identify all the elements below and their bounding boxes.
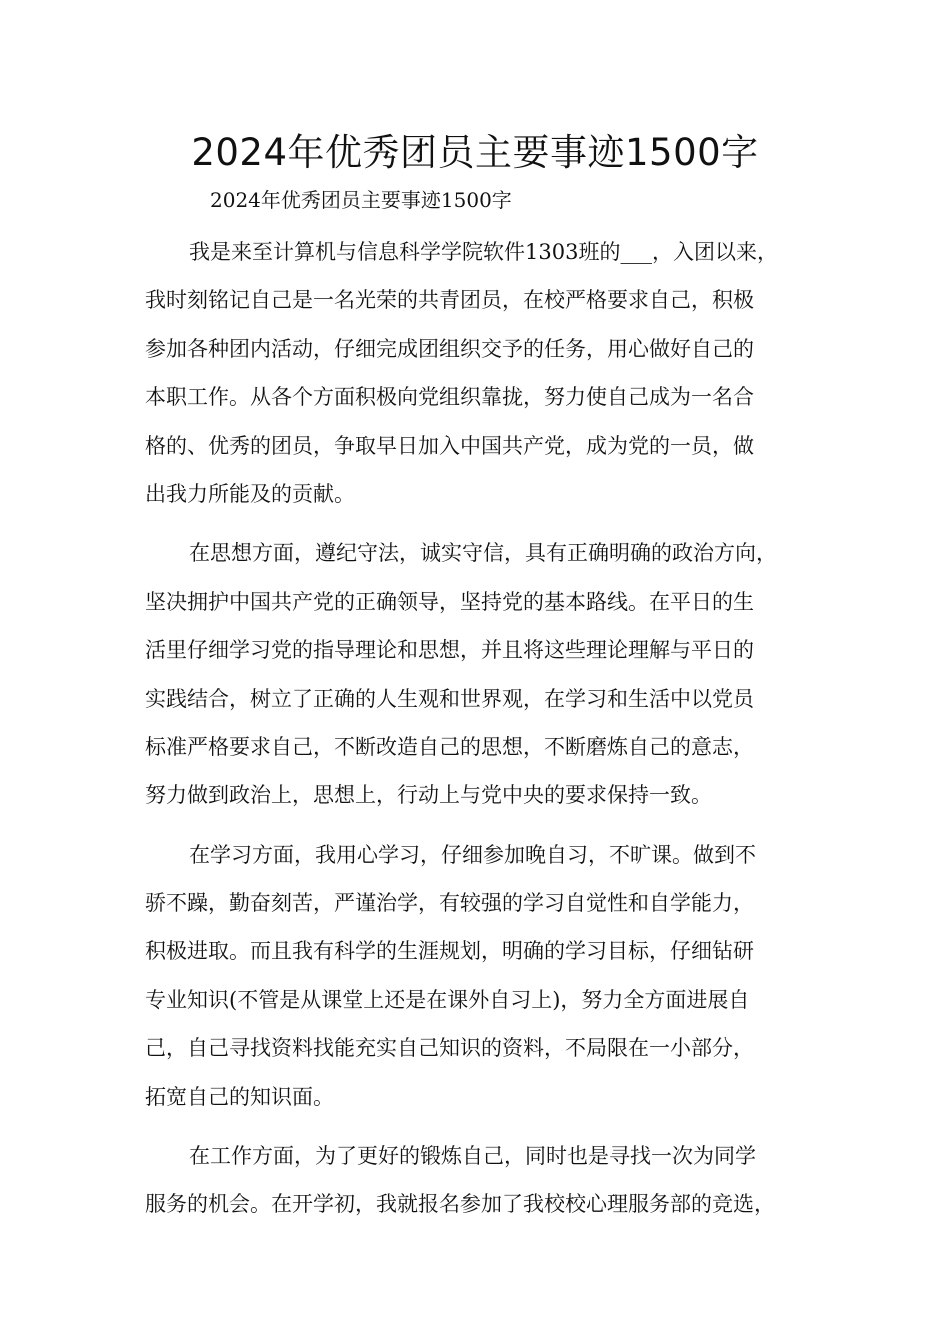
text-line: 服务的机会。在开学初，我就报名参加了我校校心理服务部的竞选， — [145, 1192, 775, 1217]
document-subtitle: 2024年优秀团员主要事迹1500字 — [210, 188, 512, 212]
document-title: 2024年优秀团员主要事迹1500字 — [191, 131, 759, 174]
text-line: 在思想方面，遵纪守法，诚实守信，具有正确明确的政治方向， — [189, 541, 777, 566]
paragraph-work — [145, 1132, 825, 1229]
text-line: 我是来至计算机与信息科学学院软件1303班的___，入团以来， — [189, 240, 778, 264]
paragraph-thought — [145, 529, 825, 819]
text-line: 己，自己寻找资料找能充实自己知识的资料，不局限在一小部分， — [145, 1036, 754, 1061]
text-line: 本职工作。从各个方面积极向党组织靠拢，努力使自己成为一名合 — [145, 385, 754, 410]
text-line: 专业知识(不管是从课堂上还是在课外自习上)，努力全方面进展自 — [145, 987, 750, 1012]
text-line: 活里仔细学习党的指导理论和思想，并且将这些理论理解与平日的 — [145, 638, 754, 663]
text-line: 标准严格要求自己，不断改造自己的思想，不断磨炼自己的意志， — [145, 734, 754, 759]
text-line: 格的、优秀的团员，争取早日加入中国共产党，成为党的一员，做 — [145, 433, 754, 458]
text-line: 积极进取。而且我有科学的生涯规划，明确的学习目标，仔细钻研 — [145, 939, 754, 964]
text-line: 我时刻铭记自己是一名光荣的共青团员，在校严格要求自己，积极 — [145, 288, 754, 313]
text-line: 努力做到政治上，思想上，行动上与党中央的要求保持一致。 — [145, 783, 712, 808]
text-line: 骄不躁，勤奋刻苦，严谨治学，有较强的学习自觉性和自学能力， — [145, 891, 754, 916]
text-line: 实践结合，树立了正确的人生观和世界观，在学习和生活中以党员 — [145, 686, 754, 711]
paragraph-study — [145, 831, 825, 1121]
text-line: 出我力所能及的贡献。 — [145, 481, 355, 506]
text-line: 参加各种团内活动，仔细完成团组织交予的任务，用心做好自己的 — [145, 336, 754, 361]
document-body — [145, 228, 825, 1229]
text-line: 拓宽自己的知识面。 — [145, 1084, 334, 1109]
paragraph-intro — [145, 228, 825, 518]
text-line: 在工作方面，为了更好的锻炼自己，同时也是寻找一次为同学 — [189, 1144, 756, 1169]
text-line: 坚决拥护中国共产党的正确领导，坚持党的基本路线。在平日的生 — [145, 589, 754, 614]
text-line: 在学习方面，我用心学习，仔细参加晚自习，不旷课。做到不 — [189, 842, 756, 867]
